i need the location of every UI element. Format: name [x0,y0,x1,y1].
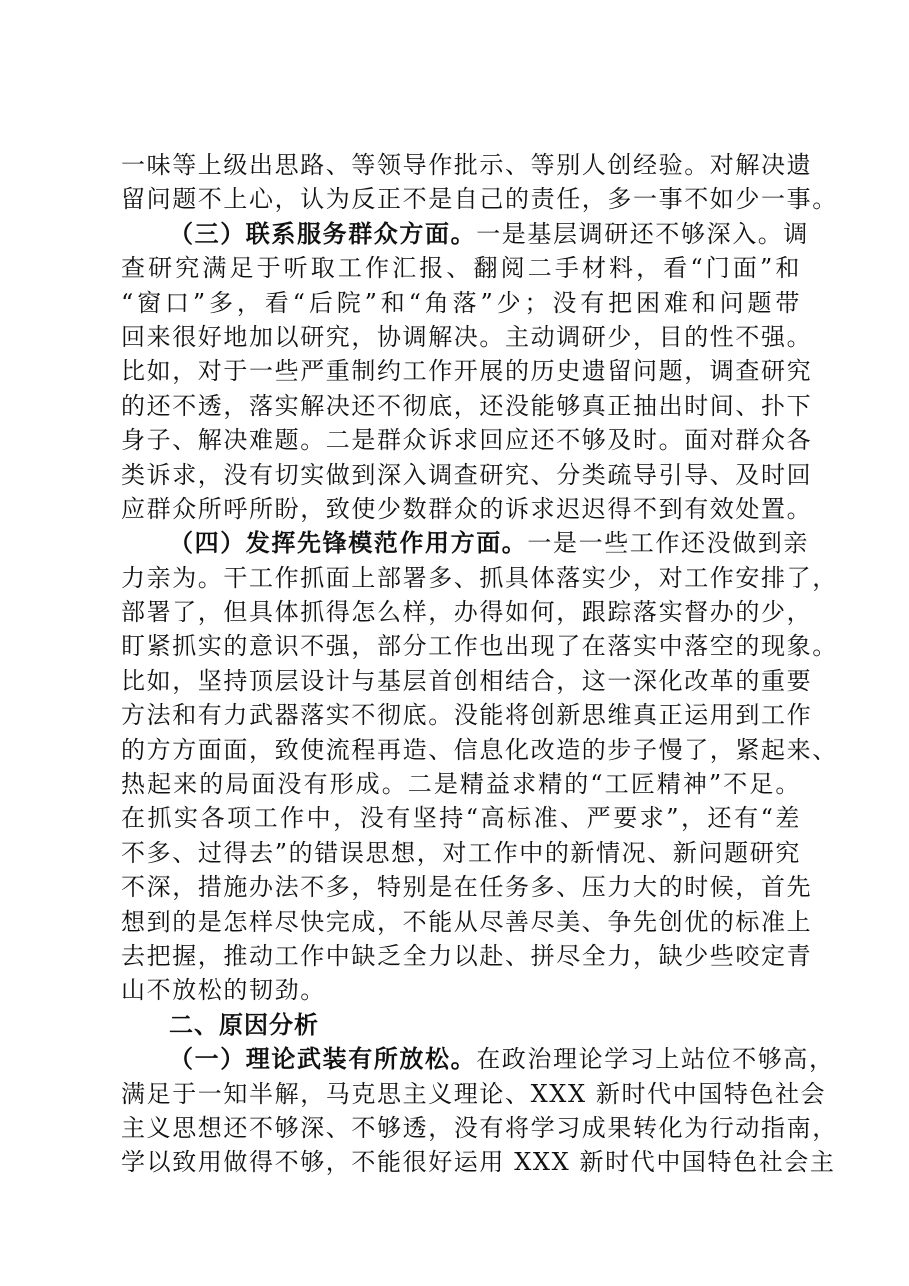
text-line: 类诉求，没有切实做到深入调查研究、分类疏导引导、及时回 [121,460,813,489]
text-line: 方法和有力武器落实不彻底。没能将创新思维真正运用到工作 [121,701,813,730]
text-line: 比如，对于一些严重制约工作开展的历史遗留问题，调查研究 [121,357,813,386]
text-line: 想到的是怎样尽快完成，不能从尽善尽美、争先创优的标准上 [121,907,813,936]
text-run: 一是基层调研还不够深入。调 [476,219,810,248]
text-line: 山不放松的韧劲。 [121,976,326,1005]
text-line: 身子、解决难题。二是群众诉求回应还不够及时。面对群众各 [121,426,813,455]
text-run: 在政治理论学习上站位不够高， [476,1045,835,1074]
section-heading: 二、原因分析 [169,1010,319,1039]
section-lead: （三）联系服务群众方面。 [169,218,477,248]
text-line: 留问题不上心，认为反正不是自己的责任，多一事不如少一事。 [121,185,838,214]
paragraph-continuation [121,148,838,217]
text-line: 盯紧抓实的意识不强，部分工作也出现了在落实中落空的现象。 [121,632,838,661]
text-line: 热起来的局面没有形成。二是精益求精的“工匠精神”不足。 [121,770,801,799]
text-line [121,217,810,251]
section-lead: （四）发挥先锋模范作用方面。 [169,528,528,558]
section-heading-cause-analysis [121,1008,801,1042]
paragraph-cause-1 [121,1042,838,1180]
text-line: 满足于一知半解，马克思主义理论、XXX 新时代中国特色社会 [121,1079,827,1108]
text-line: 去把握，推动工作中缺乏全力以赴、拼尽全力，缺少些咬定青 [121,941,813,970]
document-body [121,148,838,1180]
paragraph-section-3 [121,217,813,527]
text-line: 一味等上级出思路、等领导作批示、等别人创经验。对解决遗 [121,151,813,179]
text-line: 回来很好地加以研究，协调解决。主动调研少，目的性不强。 [121,322,813,351]
text-line: 在抓实各项工作中，没有坚持“高标准、严要求”，还有“差 [121,804,801,833]
text-line: “窗口”多，看“后院”和“角落”少；没有把困难和问题带 [121,288,801,317]
text-line: 主义思想还不够深、不够透，没有将学习成果转化为行动指南， [121,1113,838,1142]
text-line: 应群众所呼所盼，致使少数群众的诉求迟迟得不到有效处置。 [121,494,813,523]
text-line: 的方方面面，致使流程再造、信息化改造的步子慢了，紧起来、 [121,735,838,764]
text-line [121,1042,835,1076]
text-run: 一是一些工作还没做到亲 [527,529,810,558]
section-lead: （一）理论武装有所放松。 [169,1044,477,1074]
text-line: 不多、过得去”的错误思想，对工作中的新情况、新问题研究 [121,838,801,867]
text-line: 学以致用做得不够，不能很好运用 XXX 新时代中国特色社会主 [121,1148,836,1177]
text-line: 部署了，但具体抓得怎么样，办得如何，跟踪落实督办的少， [121,598,813,627]
text-line: 力亲为。干工作抓面上部署多、抓具体落实少，对工作安排了， [121,563,838,592]
text-line: 不深，措施办法不多，特别是在任务多、压力大的时候，首先 [121,873,813,902]
text-line: 的还不透，落实解决还不彻底，还没能够真正抽出时间、扑下 [121,391,813,420]
text-line: 比如，坚持顶层设计与基层首创相结合，这一深化改革的重要 [121,666,813,695]
paragraph-section-4 [121,526,838,1007]
text-line: 查研究满足于听取工作汇报、翻阅二手材料，看“门面”和 [121,254,801,283]
text-line [121,526,810,560]
